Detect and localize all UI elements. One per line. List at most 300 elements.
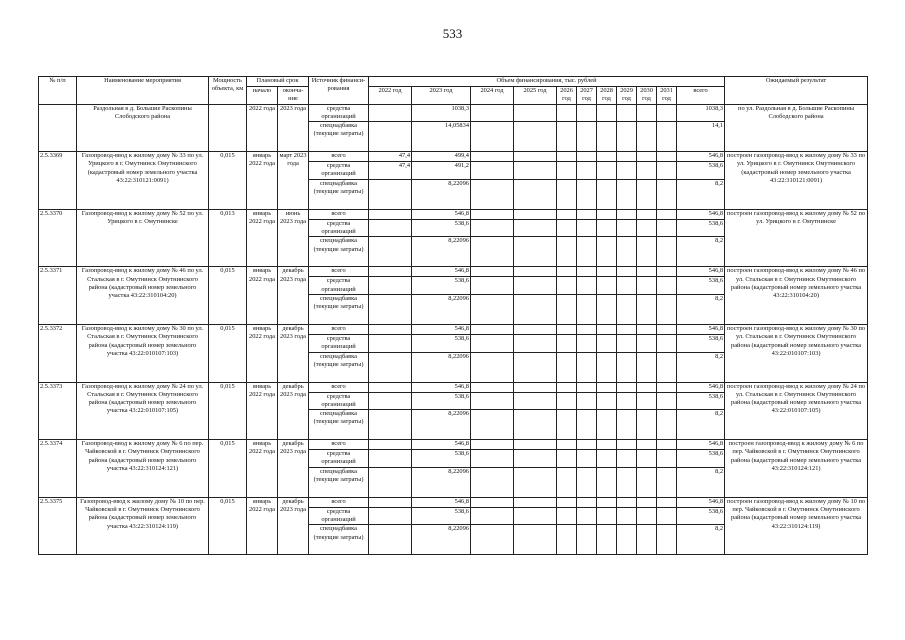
- value-total: 8,2: [677, 467, 725, 497]
- value-empty: [471, 440, 514, 450]
- value-2023: 546,8: [412, 382, 471, 392]
- value-empty: [471, 352, 514, 382]
- value-empty: [471, 162, 514, 180]
- value-empty: [597, 219, 617, 237]
- value-empty: [557, 507, 577, 525]
- value-empty: [557, 440, 577, 450]
- value-2023: 8,22096: [412, 294, 471, 324]
- value-empty: [514, 179, 557, 209]
- value-empty: [557, 467, 577, 497]
- value-2023: 546,8: [412, 324, 471, 334]
- value-empty: [471, 382, 514, 392]
- row-end: июнь 2023 года: [278, 209, 309, 267]
- value-empty: [617, 219, 637, 237]
- row-start: январь 2022 года: [247, 152, 278, 210]
- value-total: 546,8: [677, 267, 725, 277]
- row-capacity: 0,015: [209, 324, 247, 382]
- value-empty: [557, 382, 577, 392]
- value-empty: [557, 237, 577, 267]
- value-empty: [557, 179, 577, 209]
- value-2023: 546,8: [412, 209, 471, 219]
- value-empty: [471, 507, 514, 525]
- value-empty: [597, 237, 617, 267]
- value-2022: [369, 267, 412, 277]
- row-number: 2.5.3372: [39, 324, 77, 382]
- value-empty: [577, 467, 597, 497]
- value-empty: [657, 467, 677, 497]
- value-2022: [369, 450, 412, 468]
- row-source: спецнадбавка (текущие затраты): [309, 352, 369, 382]
- value-empty: [617, 162, 637, 180]
- value-empty: [471, 179, 514, 209]
- row-result: построен газопровод-ввод к жилому дому № 33 по ул. Урицкого в г. Омутнинск Омутнинского (кадастровый номер земельного участка 43:22:310121:0091): [725, 152, 868, 210]
- value-2022: [369, 219, 412, 237]
- header-year-2030: 2030 год: [637, 87, 657, 105]
- value-empty: [657, 294, 677, 324]
- value-2022: [369, 467, 412, 497]
- row-result: построен газопровод-ввод к жилому дому № 24 по ул. Стальская в г. Омутнинск Омутнинского района (кадастровый номер земельного участка 43:22:010107:105): [725, 382, 868, 440]
- value-empty: [637, 450, 657, 468]
- value-empty: [514, 152, 557, 162]
- row-source: спецнадбавка (текущие затраты): [309, 525, 369, 555]
- value-empty: [597, 162, 617, 180]
- value-2023: 538,6: [412, 334, 471, 352]
- value-empty: [471, 267, 514, 277]
- value-2023: 538,6: [412, 392, 471, 410]
- row-start: январь 2022 года: [247, 267, 278, 325]
- row-result: по ул. Раздольная в д. Большие Раскопины Слободского района: [725, 104, 868, 152]
- header-term-end: оконча- ние: [278, 87, 309, 105]
- value-empty: [557, 410, 577, 440]
- value-2023: 8,22096: [412, 525, 471, 555]
- value-empty: [657, 209, 677, 219]
- value-empty: [617, 467, 637, 497]
- value-empty: [657, 410, 677, 440]
- row-number: 2.5.3373: [39, 382, 77, 440]
- value-empty: [577, 294, 597, 324]
- value-total: 546,8: [677, 152, 725, 162]
- value-empty: [557, 450, 577, 468]
- value-total: 546,8: [677, 209, 725, 219]
- table-row: [39, 497, 868, 507]
- value-empty: [577, 410, 597, 440]
- value-empty: [577, 152, 597, 162]
- row-end: декабрь 2023 года: [278, 497, 309, 555]
- value-empty: [637, 507, 657, 525]
- header-year-2027: 2027 год: [577, 87, 597, 105]
- value-2022: [369, 352, 412, 382]
- value-total: 8,2: [677, 410, 725, 440]
- value-empty: [577, 450, 597, 468]
- value-empty: [577, 104, 597, 122]
- value-empty: [637, 294, 657, 324]
- value-empty: [657, 267, 677, 277]
- row-source: средства организаций: [309, 104, 369, 122]
- value-empty: [514, 450, 557, 468]
- value-empty: [597, 334, 617, 352]
- value-2022: [369, 209, 412, 219]
- value-empty: [597, 152, 617, 162]
- value-2023: 1038,3: [412, 104, 471, 122]
- value-empty: [657, 525, 677, 555]
- row-number: 2.5.3375: [39, 497, 77, 555]
- row-result: построен газопровод-ввод к жилому дому № 46 по ул. Стальская в г. Омутнинск Омутнинского района (кадастровый номер земельного участка 43:22:310104:20): [725, 267, 868, 325]
- value-empty: [471, 410, 514, 440]
- row-source: средства организаций: [309, 334, 369, 352]
- value-empty: [657, 219, 677, 237]
- value-total: 538,6: [677, 219, 725, 237]
- value-total: 8,2: [677, 179, 725, 209]
- value-empty: [637, 267, 657, 277]
- value-empty: [657, 450, 677, 468]
- value-empty: [637, 392, 657, 410]
- row-source: средства организаций: [309, 277, 369, 295]
- value-empty: [597, 294, 617, 324]
- value-total: 538,6: [677, 392, 725, 410]
- value-empty: [617, 152, 637, 162]
- value-2022: [369, 410, 412, 440]
- value-empty: [514, 352, 557, 382]
- value-2023: 546,8: [412, 497, 471, 507]
- value-empty: [617, 507, 637, 525]
- value-2022: [369, 334, 412, 352]
- value-empty: [557, 352, 577, 382]
- row-source: средства организаций: [309, 450, 369, 468]
- value-empty: [657, 352, 677, 382]
- value-empty: [597, 450, 617, 468]
- row-name: Газопровод-ввод к жилому дому № 30 по ул. Стальская в г. Омутнинск Омутнинского района (кадастровый номер земельного участка 43:22:010107:103): [77, 324, 209, 382]
- value-empty: [637, 410, 657, 440]
- value-2023: 8,22096: [412, 352, 471, 382]
- value-empty: [657, 497, 677, 507]
- value-empty: [557, 392, 577, 410]
- value-empty: [514, 122, 557, 152]
- value-empty: [471, 467, 514, 497]
- value-empty: [617, 450, 637, 468]
- row-name: Газопровод-ввод к жилому дому № 10 по пер. Чайковской в г. Омутнинск Омутнинского района (кадастровый номер земельного участка 43:22:310124:119): [77, 497, 209, 555]
- value-total: 8,2: [677, 237, 725, 267]
- value-empty: [557, 525, 577, 555]
- value-empty: [557, 267, 577, 277]
- value-2022: [369, 392, 412, 410]
- value-empty: [557, 162, 577, 180]
- value-empty: [597, 507, 617, 525]
- value-empty: [557, 334, 577, 352]
- row-name: Газопровод-ввод к жилому дому № 46 по ул. Стальская в г. Омутнинск Омутнинского района (кадастровый номер земельного участка 43:22:310104:20): [77, 267, 209, 325]
- value-empty: [597, 104, 617, 122]
- value-empty: [617, 277, 637, 295]
- value-empty: [597, 440, 617, 450]
- value-empty: [514, 294, 557, 324]
- value-empty: [514, 219, 557, 237]
- value-empty: [471, 334, 514, 352]
- value-empty: [657, 152, 677, 162]
- value-empty: [514, 507, 557, 525]
- value-empty: [637, 179, 657, 209]
- value-2022: 47,4: [369, 162, 412, 180]
- value-empty: [514, 324, 557, 334]
- value-empty: [471, 525, 514, 555]
- value-empty: [617, 179, 637, 209]
- table-row: [39, 152, 868, 162]
- row-result: построен газопровод-ввод к жилому дому № 10 по пер. Чайковской в г. Омутнинск Омутнинского района (кадастровый номер земельного участка 43:22:310124:119): [725, 497, 868, 555]
- header-result: Ожидаемый результат: [725, 77, 868, 105]
- value-empty: [617, 410, 637, 440]
- header-year-2029: 2029 год: [617, 87, 637, 105]
- value-empty: [617, 440, 637, 450]
- value-empty: [657, 324, 677, 334]
- value-2023: 8,22096: [412, 410, 471, 440]
- value-empty: [637, 525, 657, 555]
- row-number: 2.5.3371: [39, 267, 77, 325]
- row-source: всего: [309, 382, 369, 392]
- value-2023: 499,4: [412, 152, 471, 162]
- row-source: спецнадбавка (текущие затраты): [309, 294, 369, 324]
- header-year-2026: 2026 год: [557, 87, 577, 105]
- table-row: [39, 324, 868, 334]
- value-total: 8,2: [677, 525, 725, 555]
- row-source: спецнадбавка (текущие затраты): [309, 179, 369, 209]
- funding-table: [38, 76, 868, 555]
- value-empty: [617, 334, 637, 352]
- value-empty: [637, 162, 657, 180]
- value-empty: [577, 162, 597, 180]
- value-empty: [637, 219, 657, 237]
- row-result: построен газопровод-ввод к жилому дому № 30 по ул. Стальская в г. Омутнинск Омутнинского района (кадастровый номер земельного участка 43:22:010107:103): [725, 324, 868, 382]
- header-funding: Объем финансирования, тыс. рублей: [369, 77, 725, 87]
- value-empty: [657, 162, 677, 180]
- header-term: Плановый срок: [247, 77, 309, 87]
- value-empty: [657, 237, 677, 267]
- value-empty: [597, 525, 617, 555]
- table-row: [39, 382, 868, 392]
- row-source: всего: [309, 267, 369, 277]
- row-capacity: 0,015: [209, 267, 247, 325]
- row-name: Газопровод-ввод к жилому дому № 52 по ул. Урицкого в г. Омутнинске: [77, 209, 209, 267]
- value-empty: [557, 277, 577, 295]
- value-empty: [471, 497, 514, 507]
- value-2023: 538,6: [412, 507, 471, 525]
- table-row: [39, 104, 868, 122]
- value-empty: [597, 122, 617, 152]
- value-empty: [471, 122, 514, 152]
- table-row: [39, 440, 868, 450]
- header-year-2028: 2028 год: [597, 87, 617, 105]
- value-empty: [471, 324, 514, 334]
- row-source: средства организаций: [309, 162, 369, 180]
- row-source: всего: [309, 324, 369, 334]
- value-empty: [617, 267, 637, 277]
- value-empty: [597, 382, 617, 392]
- value-empty: [617, 382, 637, 392]
- header-year-2025: 2025 год: [514, 87, 557, 105]
- row-name: Газопровод-ввод к жилому дому № 6 по пер. Чайковской в г. Омутнинск Омутнинского района (кадастровый номер земельного участка 43:22:310124:121): [77, 440, 209, 498]
- value-2023: 538,6: [412, 450, 471, 468]
- value-empty: [471, 219, 514, 237]
- value-empty: [617, 324, 637, 334]
- value-empty: [577, 277, 597, 295]
- value-empty: [597, 467, 617, 497]
- value-empty: [557, 324, 577, 334]
- value-empty: [637, 440, 657, 450]
- value-total: 546,8: [677, 382, 725, 392]
- value-empty: [637, 352, 657, 382]
- row-end: 2023 года: [278, 104, 309, 152]
- row-source: спецнадбавка (текущие затраты): [309, 410, 369, 440]
- value-empty: [617, 352, 637, 382]
- header-num: № п/п: [39, 77, 77, 105]
- row-source: всего: [309, 497, 369, 507]
- row-number: [39, 104, 77, 152]
- value-2022: [369, 440, 412, 450]
- value-empty: [597, 179, 617, 209]
- value-2022: [369, 122, 412, 152]
- value-empty: [637, 122, 657, 152]
- value-2023: 8,22096: [412, 179, 471, 209]
- value-empty: [514, 525, 557, 555]
- value-empty: [597, 497, 617, 507]
- row-source: средства организаций: [309, 507, 369, 525]
- value-2023: 8,22096: [412, 467, 471, 497]
- value-empty: [514, 382, 557, 392]
- value-empty: [577, 525, 597, 555]
- value-empty: [471, 277, 514, 295]
- value-total: 538,6: [677, 277, 725, 295]
- value-empty: [514, 162, 557, 180]
- value-empty: [514, 237, 557, 267]
- row-name: Газопровод-ввод к жилому дому № 24 по ул. Стальская в г. Омутнинск Омутнинского района (кадастровый номер земельного участка 43:22:010107:105): [77, 382, 209, 440]
- value-empty: [514, 392, 557, 410]
- value-empty: [657, 122, 677, 152]
- value-2022: [369, 497, 412, 507]
- value-empty: [637, 277, 657, 295]
- value-2023: 14,05834: [412, 122, 471, 152]
- value-empty: [637, 104, 657, 122]
- row-result: построен газопровод-ввод к жилому дому № 52 по ул. Урицкого в г. Омутнинске: [725, 209, 868, 267]
- header-name: Наименование мероприятия: [77, 77, 209, 105]
- row-source: средства организаций: [309, 392, 369, 410]
- row-source: спецнадбавка (текущие затраты): [309, 467, 369, 497]
- value-2022: [369, 507, 412, 525]
- value-empty: [657, 334, 677, 352]
- value-empty: [617, 237, 637, 267]
- value-2022: [369, 179, 412, 209]
- value-2022: 47,4: [369, 152, 412, 162]
- value-empty: [637, 324, 657, 334]
- value-empty: [577, 237, 597, 267]
- value-empty: [471, 104, 514, 122]
- value-empty: [577, 334, 597, 352]
- row-end: декабрь 2023 года: [278, 382, 309, 440]
- value-2022: [369, 294, 412, 324]
- value-total: 538,6: [677, 334, 725, 352]
- value-empty: [637, 334, 657, 352]
- value-empty: [657, 507, 677, 525]
- value-empty: [557, 152, 577, 162]
- row-capacity: 0,015: [209, 440, 247, 498]
- value-empty: [514, 410, 557, 440]
- value-2022: [369, 324, 412, 334]
- value-empty: [577, 507, 597, 525]
- value-empty: [557, 104, 577, 122]
- row-name: Раздольная в д. Большие Раскопины Слободского района: [77, 104, 209, 152]
- value-empty: [577, 209, 597, 219]
- row-capacity: [209, 104, 247, 152]
- header-year-2023: 2023 год: [412, 87, 471, 105]
- value-total: 538,6: [677, 162, 725, 180]
- value-empty: [577, 219, 597, 237]
- value-empty: [514, 334, 557, 352]
- value-empty: [617, 104, 637, 122]
- row-result: построен газопровод-ввод к жилому дому № 6 по пер. Чайковской в г. Омутнинск Омутнинского района (кадастровый номер земельного участка 43:22:310124:121): [725, 440, 868, 498]
- value-empty: [597, 277, 617, 295]
- value-empty: [597, 324, 617, 334]
- value-total: 538,6: [677, 450, 725, 468]
- value-2022: [369, 237, 412, 267]
- value-empty: [637, 497, 657, 507]
- value-total: 14,1: [677, 122, 725, 152]
- row-capacity: 0,015: [209, 497, 247, 555]
- value-empty: [471, 152, 514, 162]
- row-capacity: 0,015: [209, 382, 247, 440]
- value-empty: [557, 122, 577, 152]
- row-start: январь 2022 года: [247, 497, 278, 555]
- value-empty: [657, 382, 677, 392]
- value-2022: [369, 277, 412, 295]
- row-source: всего: [309, 152, 369, 162]
- value-empty: [577, 392, 597, 410]
- value-empty: [577, 497, 597, 507]
- header-year-2024: 2024 год: [471, 87, 514, 105]
- row-end: декабрь 2023 года: [278, 440, 309, 498]
- value-empty: [657, 392, 677, 410]
- value-empty: [471, 237, 514, 267]
- value-empty: [514, 467, 557, 497]
- value-empty: [597, 209, 617, 219]
- value-total: 546,8: [677, 440, 725, 450]
- row-capacity: 0,015: [209, 152, 247, 210]
- value-empty: [514, 440, 557, 450]
- row-source: всего: [309, 209, 369, 219]
- value-total: 8,2: [677, 352, 725, 382]
- value-empty: [617, 525, 637, 555]
- page-number: 533: [442, 26, 463, 41]
- value-2023: 546,8: [412, 267, 471, 277]
- value-empty: [557, 209, 577, 219]
- value-2022: [369, 525, 412, 555]
- row-source: средства организаций: [309, 219, 369, 237]
- value-empty: [557, 294, 577, 324]
- value-empty: [637, 467, 657, 497]
- value-empty: [577, 352, 597, 382]
- value-empty: [617, 497, 637, 507]
- row-start: январь 2022 года: [247, 382, 278, 440]
- value-empty: [597, 267, 617, 277]
- value-2023: 8,22096: [412, 237, 471, 267]
- value-empty: [514, 267, 557, 277]
- value-empty: [577, 324, 597, 334]
- header-source: Источник финанси- рования: [309, 77, 369, 105]
- row-end: март 2023 года: [278, 152, 309, 210]
- row-start: январь 2022 года: [247, 209, 278, 267]
- value-empty: [657, 440, 677, 450]
- value-empty: [617, 209, 637, 219]
- row-start: январь 2022 года: [247, 324, 278, 382]
- value-empty: [471, 294, 514, 324]
- value-empty: [657, 277, 677, 295]
- row-number: 2.5.3374: [39, 440, 77, 498]
- value-empty: [637, 209, 657, 219]
